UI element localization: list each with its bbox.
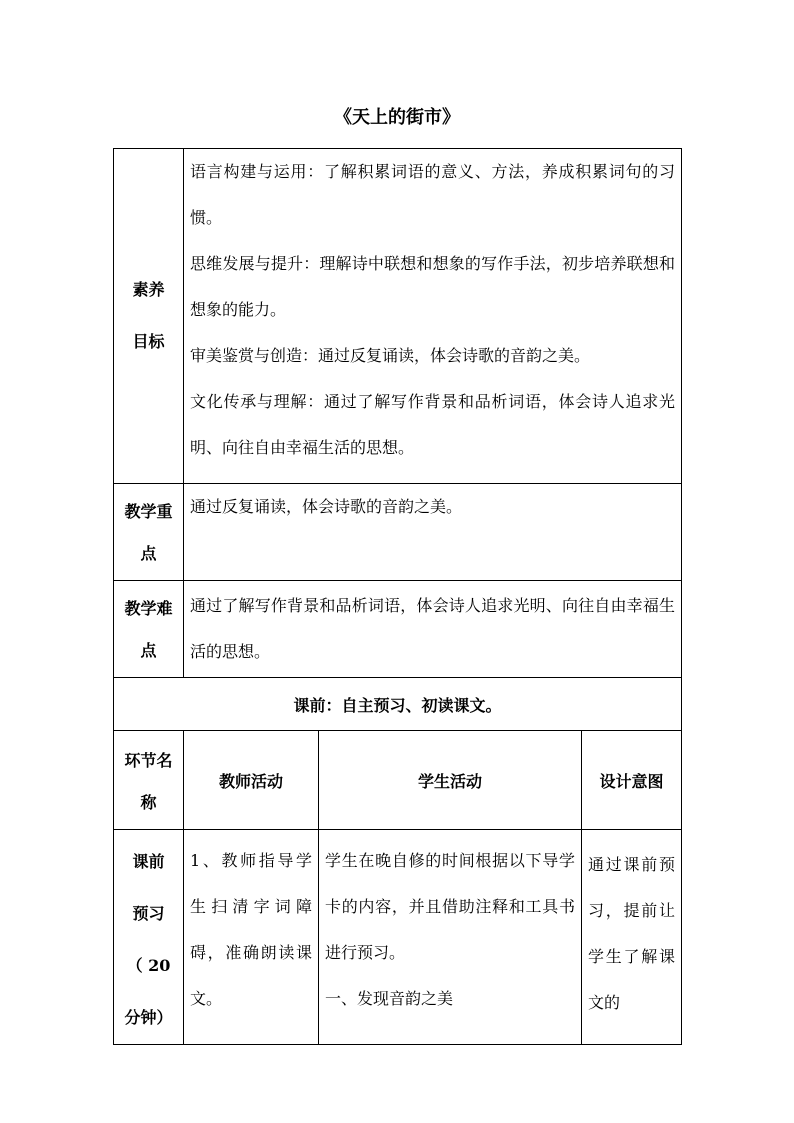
column-stage-header: 环节名 称 — [114, 731, 184, 830]
column-header-row — [114, 731, 682, 830]
column-intent-header: 设计意图 — [582, 731, 682, 830]
difficulty-content: 通过了解写作背景和品析词语，体会诗人追求光明、向往自由幸福生活的思想。 — [184, 581, 682, 678]
table-row — [114, 830, 682, 1045]
column-student-header: 学生活动 — [319, 731, 582, 830]
section-header: 课前：自主预习、初读课文。 — [114, 678, 682, 731]
goal-culture: 文化传承与理解：通过了解写作背景和品析词语，体会诗人追求光明、向往自由幸福生活的思想。 — [190, 392, 675, 457]
row-student-cell: 学生在晚自修的时间根据以下导学卡的内容，并且借助注释和工具书进行预习。 一、发现音韵之美 — [319, 830, 582, 1045]
row-stage-cell: 课前 预习 （ 20 分钟） — [114, 830, 184, 1045]
goals-label: 素养 目标 — [114, 149, 184, 484]
goals-row — [114, 149, 682, 484]
key-point-label: 教学重 点 — [114, 484, 184, 581]
column-teacher-header: 教师活动 — [184, 731, 319, 830]
document-title: 《天上的街市》 — [334, 107, 460, 128]
goals-content — [184, 149, 682, 484]
section-header-row — [114, 678, 682, 731]
difficulty-label: 教学难 点 — [114, 581, 184, 678]
goal-aesthetic: 审美鉴赏与创造：通过反复诵读，体会诗歌的音韵之美。 — [190, 346, 591, 365]
key-point-content: 通过反复诵读，体会诗歌的音韵之美。 — [184, 484, 682, 581]
difficulty-row — [114, 581, 682, 678]
goal-language: 语言构建与运用：了解积累词语的意义、方法，养成积累词句的习惯。 — [190, 162, 675, 227]
row-teacher-cell: 1、教师指导学生扫清字词障碍，准确朗读课文。 — [184, 830, 319, 1045]
key-point-row — [114, 484, 682, 581]
lesson-plan-table — [113, 148, 682, 1045]
goal-thinking: 思维发展与提升：理解诗中联想和想象的写作手法，初步培养联想和想象的能力。 — [190, 254, 675, 319]
row-intent-cell: 通过课前预习，提前让学生了解课文的 — [582, 830, 682, 1045]
